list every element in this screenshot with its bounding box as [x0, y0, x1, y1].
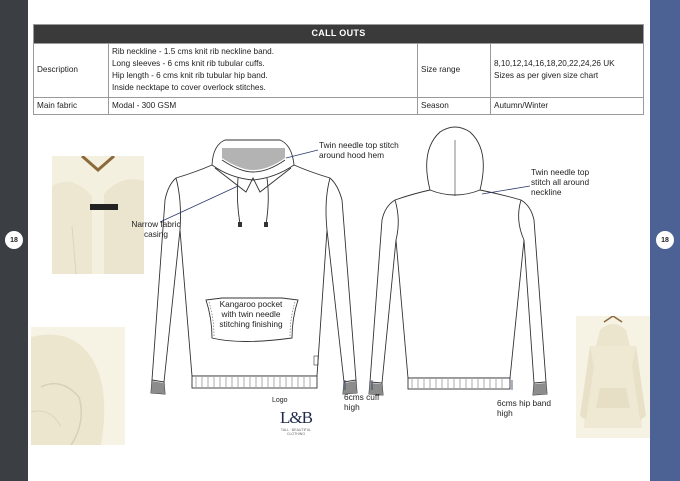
- annotation-hood-hem: Twin needle top stitch around hood hem: [319, 140, 399, 160]
- season-label: Season: [418, 97, 491, 114]
- annotation-kangaroo-pocket: Kangaroo pocket with twin needle stitching finishing: [219, 299, 283, 329]
- description-line: Long sleeves - 6 cms knit rib tubular cuffs.: [112, 58, 265, 68]
- brand-logo: [276, 408, 316, 436]
- leader-casing: [160, 186, 238, 222]
- size-range-line: 8,10,12,14,16,18,20,22,24,26 UK: [494, 58, 615, 68]
- annotation-cuff: 6cms cuff high: [344, 392, 380, 412]
- size-range-line: Sizes as per given size chart: [494, 71, 599, 81]
- rib-fills: [151, 148, 547, 395]
- description-line: Rib neckline - 1.5 cms knit rib neckline band.: [112, 46, 275, 56]
- season-value: Autumn/Winter: [491, 97, 644, 114]
- annotation-neckline: Twin needle top stitch all around neckline: [531, 167, 590, 197]
- brand-logo-letters: L&B: [280, 408, 312, 427]
- annotation-narrow-casing: Narrow fabric casing: [131, 219, 181, 239]
- description-label: Description: [34, 43, 109, 97]
- main-fabric-label: Main fabric: [34, 97, 109, 114]
- brand-logo-tagline: TALL · BEAUTIFUL CLOTHING: [280, 428, 312, 437]
- page-number-right: 18: [656, 231, 674, 249]
- main-fabric-value: Modal - 300 GSM: [109, 97, 418, 114]
- size-range-label: Size range: [418, 43, 491, 97]
- front-view-sketch: [151, 140, 357, 394]
- back-view-sketch: [369, 127, 547, 395]
- description-line: Hip length - 6 cms knit rib tubular hip band.: [112, 71, 268, 81]
- annotation-logo: Logo: [272, 397, 288, 404]
- page-number-left: 18: [5, 231, 23, 249]
- description-line: Inside necktape to cover overlock stitches.: [112, 83, 266, 93]
- annotation-hip-band: 6cms hip band high: [497, 398, 551, 418]
- callouts-title: CALL OUTS: [34, 25, 644, 44]
- leader-neckline: [482, 186, 530, 194]
